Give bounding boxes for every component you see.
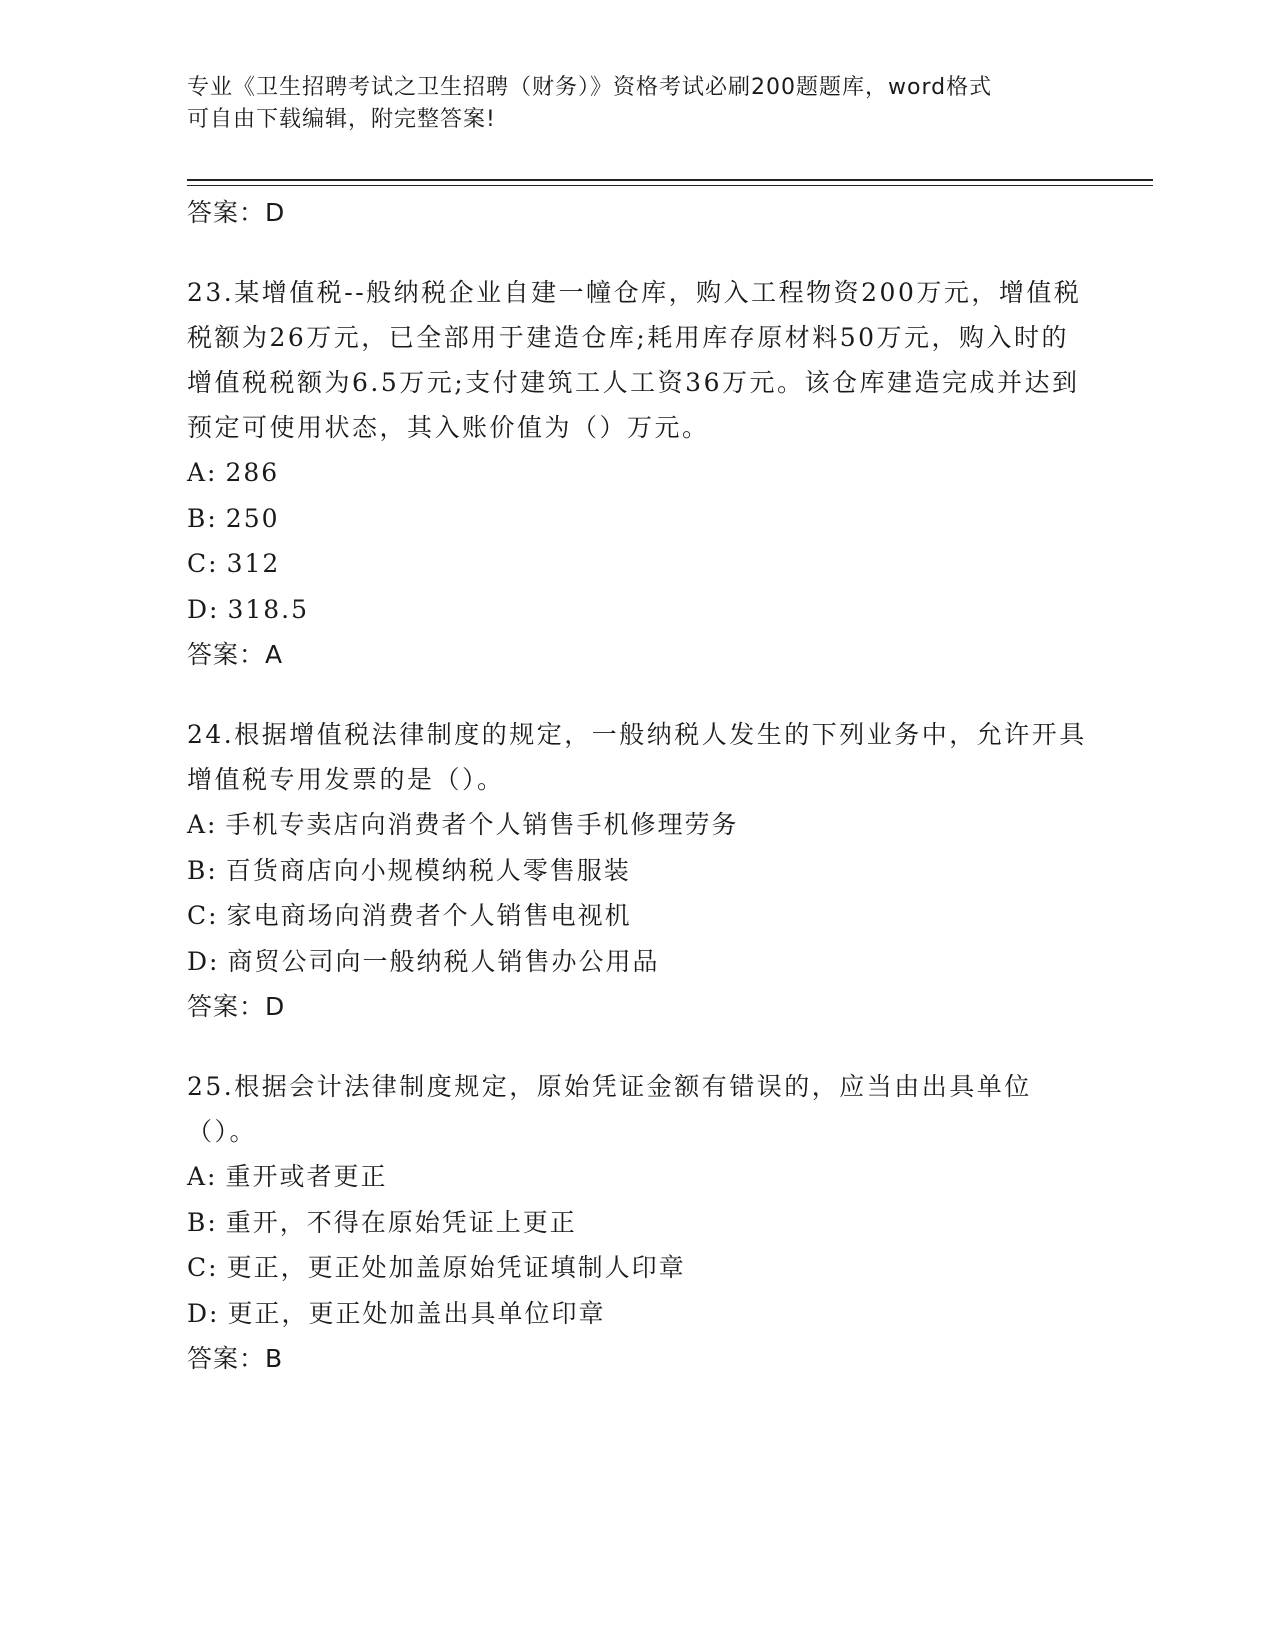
option-text: 家电商场向消费者个人销售电视机 [226, 901, 632, 930]
option-c [187, 541, 1087, 587]
previous-answer: 答案：D [187, 198, 286, 227]
option-text: 312 [226, 549, 281, 578]
question-24 [187, 712, 1087, 1030]
option-text: 重开或者更正 [225, 1162, 388, 1191]
option-text: 318.5 [227, 594, 310, 624]
header-rule-thick [187, 179, 1153, 181]
header-line-1: 专业《卫生招聘考试之卫生招聘（财务）》资格考试必刷200题题库，word格式 [187, 75, 993, 100]
option-d [187, 587, 1087, 633]
option-key: B: [187, 1207, 218, 1237]
option-text: 手机专卖店向消费者个人销售手机修理劳务 [225, 810, 739, 839]
question-answer: 答案：B [187, 1344, 284, 1373]
option-b [187, 848, 1087, 894]
document-header [187, 72, 1087, 136]
option-key: C: [187, 549, 219, 578]
document-body [187, 190, 1087, 1382]
option-text: 重开，不得在原始凭证上更正 [225, 1207, 577, 1237]
option-b [187, 496, 1087, 542]
header-line-2: 可自由下载编辑，附完整答案! [187, 107, 496, 132]
option-c [187, 1245, 1087, 1291]
option-d [187, 1291, 1087, 1337]
option-a [187, 450, 1087, 496]
option-key: D: [187, 594, 220, 624]
question-stem: 24.根据增值税法律制度的规定，一般纳税人发生的下列业务中，允许开具增值税专用发票的是（）。 [187, 720, 1087, 794]
question-25 [187, 1064, 1087, 1382]
header-rule-thin [187, 185, 1153, 186]
option-text: 250 [225, 503, 280, 533]
option-key: D: [187, 1298, 220, 1328]
option-text: 更正，更正处加盖出具单位印章 [227, 1298, 606, 1328]
option-b [187, 1200, 1087, 1246]
option-c [187, 893, 1087, 939]
option-a [187, 802, 1087, 848]
option-text: 286 [225, 458, 280, 487]
question-answer: 答案：A [187, 640, 284, 669]
option-key: C: [187, 901, 219, 930]
option-key: A: [187, 1162, 218, 1191]
question-23 [187, 270, 1087, 678]
option-key: C: [187, 1253, 219, 1282]
option-key: B: [187, 855, 218, 885]
option-key: B: [187, 503, 218, 533]
question-answer: 答案：D [187, 992, 286, 1021]
option-text: 百货商店向小规模纳税人零售服装 [225, 855, 631, 885]
option-a [187, 1154, 1087, 1200]
option-text: 更正，更正处加盖原始凭证填制人印章 [226, 1253, 686, 1282]
question-stem: 23.某增值税--般纳税企业自建一幢仓库，购入工程物资200万元，增值税税额为26万元，已全部用于建造仓库;耗用库存原材料50万元，购入时的增值税税额为6.5万元;支付建筑工人工资36万元。该仓库建造完成并达到预定可使用状态，其入账价值为（）万元。 [187, 278, 1082, 442]
option-key: A: [187, 810, 218, 839]
option-text: 商贸公司向一般纳税人销售办公用品 [227, 946, 660, 976]
option-d [187, 939, 1087, 985]
option-key: A: [187, 458, 218, 487]
question-stem: 25.根据会计法律制度规定，原始凭证金额有错误的，应当由出具单位（）。 [187, 1072, 1032, 1146]
option-key: D: [187, 946, 220, 976]
